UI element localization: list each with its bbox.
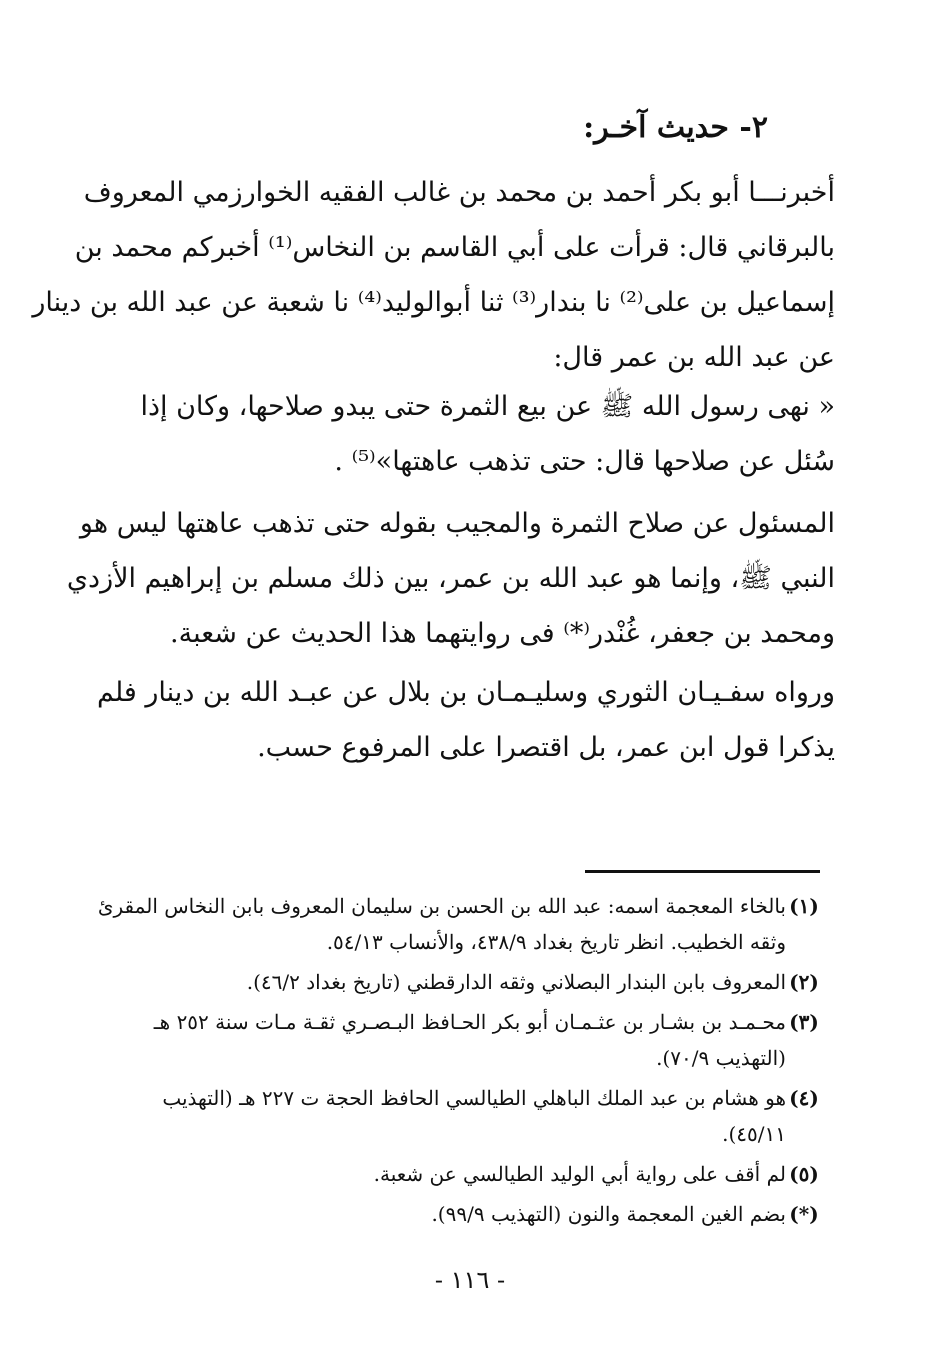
footnote-text bbox=[110, 1196, 786, 1232]
paragraph-hadith-matn bbox=[113, 379, 835, 489]
text-line: سُئل عن صلاحها قال: حتى تذهب عاهتها»⁽⁵⁾ . bbox=[334, 446, 835, 477]
text-line: عن عبد الله بن عمر قال: bbox=[553, 342, 835, 373]
text-line: النبي ﷺ، وإنما هو عبد الله بن عمر، بين ذلك مسلم بن إبراهيم الأزدي bbox=[66, 563, 835, 594]
footnote-line: بالخاء المعجمة اسمه: عبد الله بن الحسن بن سليمان المعروف بابن النخاس المقرئ bbox=[97, 894, 786, 918]
footnote-text bbox=[110, 1080, 786, 1152]
footnote-number: (*) bbox=[789, 1202, 819, 1226]
footnote-line: المعروف بابن البندار البصلاني وثقه الدارقطني (تاريخ بغداد ٤٦/٢). bbox=[246, 970, 786, 994]
page-number: - ١١٦ - bbox=[434, 1266, 506, 1294]
text-line: « نهى رسول الله ﷺ عن بيع الثمرة حتى يبدو صلاحها، وكان إذا bbox=[140, 391, 835, 422]
footnote-line: (التهذيب ٧٠/٩). bbox=[656, 1046, 786, 1070]
text-line: ومحمد بن جعفر، غُنْدر⁽*⁾ فى روايتهما هذا الحديث عن شعبة. bbox=[170, 618, 835, 649]
footnotes bbox=[97, 888, 822, 1236]
footnote-5 bbox=[110, 1156, 822, 1192]
footnote-line: وثقه الخطيب. انظر تاريخ بغداد ٤٣٨/٩، والأنساب ٥٤/١٣. bbox=[326, 930, 786, 954]
paragraph-isnad bbox=[32, 165, 835, 385]
footnote-star bbox=[110, 1196, 822, 1232]
text-line: إسماعيل بن على⁽²⁾ نا بندار⁽³⁾ ثنا أبوالوليد⁽⁴⁾ نا شعبة عن عبد الله بن دينار bbox=[32, 287, 835, 318]
paragraph-commentary bbox=[66, 496, 835, 661]
footnote-text bbox=[110, 1156, 786, 1192]
footnote-line: لم أقف على رواية أبي الوليد الطيالسي عن شعبة. bbox=[373, 1162, 786, 1186]
footnote-number: (١) bbox=[789, 894, 819, 918]
text-line: يذكرا قول ابن عمر، بل اقتصرا على المرفوع حسب. bbox=[257, 732, 835, 763]
footnote-number: (٢) bbox=[789, 970, 819, 994]
footnote-text bbox=[110, 1004, 786, 1076]
text-line: المسئول عن صلاح الثمرة والمجيب بقوله حتى تذهب عاهتها ليس هو bbox=[79, 508, 835, 539]
footnote-text bbox=[98, 888, 786, 960]
footnote-line: بضم الغين المعجمة والنون (التهذيب ٩٩/٩). bbox=[431, 1202, 786, 1226]
footnote-number: (٥) bbox=[789, 1162, 819, 1186]
paragraph-other-narrations bbox=[97, 665, 835, 775]
section-heading: ٢- حديث آخـر: bbox=[583, 110, 768, 145]
footnote-3 bbox=[110, 1004, 822, 1076]
footnote-line: هو هشام بن عبد الملك الباهلي الطيالسي الحافظ الحجة ت ٢٢٧ هـ (التهذيب bbox=[162, 1086, 786, 1110]
footnote-line: ٤٥/١١). bbox=[722, 1122, 786, 1146]
text-line: أخبرنـــا أبو بكر أحمد بن محمد بن غالب الفقيه الخوارزمي المعروف bbox=[83, 177, 835, 208]
footnote-number: (٣) bbox=[789, 1010, 819, 1034]
text-line: ورواه سفـيـان الثوري وسليـمـان بن بلال عن عبـد الله بن دينار فلم bbox=[97, 677, 835, 708]
footnote-text bbox=[110, 964, 786, 1000]
footnote-1 bbox=[97, 888, 822, 960]
footnote-4 bbox=[110, 1080, 822, 1152]
footnote-separator bbox=[585, 870, 820, 873]
text-line: بالبرقاني قال: قرأت على أبي القاسم بن النخاس⁽¹⁾ أخبركم محمد بن bbox=[74, 232, 835, 263]
footnote-line: محـمـد بن بشـار بن عثـمـان أبو بكر الحـافظ البـصـري ثقـة مـات سنة ٢٥٢ هـ bbox=[153, 1010, 786, 1034]
footnote-number: (٤) bbox=[789, 1086, 819, 1110]
footnote-2 bbox=[110, 964, 822, 1000]
